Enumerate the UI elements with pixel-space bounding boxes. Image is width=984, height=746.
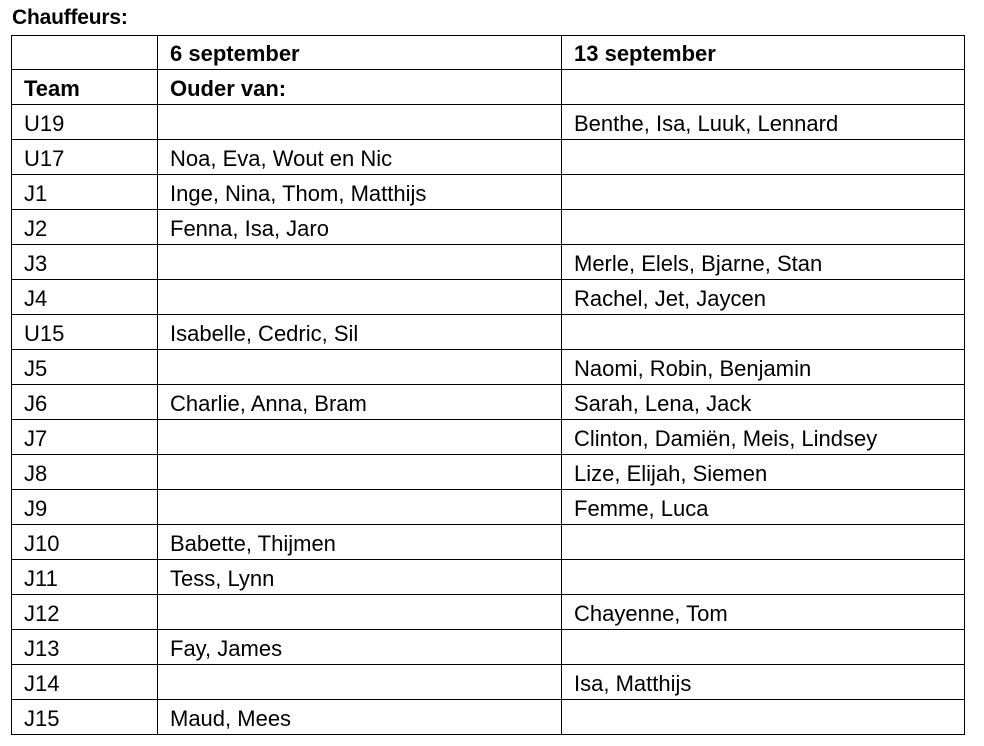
sep6-cell: Inge, Nina, Thom, Matthijs — [158, 175, 562, 210]
team-cell: U17 — [12, 140, 158, 175]
table-row — [12, 455, 965, 490]
sep6-cell — [158, 245, 562, 280]
sep13-cell — [562, 175, 965, 210]
sep13-cell — [562, 210, 965, 245]
header-row-labels — [12, 70, 965, 105]
sep6-cell: Tess, Lynn — [158, 560, 562, 595]
sep13-cell: Isa, Matthijs — [562, 665, 965, 700]
team-cell: J9 — [12, 490, 158, 525]
sep6-cell — [158, 350, 562, 385]
table-row — [12, 210, 965, 245]
team-cell: J12 — [12, 595, 158, 630]
table-row — [12, 385, 965, 420]
team-cell: U19 — [12, 105, 158, 140]
team-cell: J13 — [12, 630, 158, 665]
sep13-cell: Naomi, Robin, Benjamin — [562, 350, 965, 385]
table-body — [12, 36, 965, 735]
team-cell: J10 — [12, 525, 158, 560]
sep6-cell: Fay, James — [158, 630, 562, 665]
sep13-cell: Rachel, Jet, Jaycen — [562, 280, 965, 315]
sep6-cell: Isabelle, Cedric, Sil — [158, 315, 562, 350]
team-cell: J14 — [12, 665, 158, 700]
team-cell: U15 — [12, 315, 158, 350]
sep6-cell: Charlie, Anna, Bram — [158, 385, 562, 420]
table-row — [12, 595, 965, 630]
header-cell-empty — [12, 36, 158, 70]
sep13-cell: Benthe, Isa, Luuk, Lennard — [562, 105, 965, 140]
sep6-cell — [158, 280, 562, 315]
table-row — [12, 175, 965, 210]
table-row — [12, 315, 965, 350]
header-cell-team: Team — [12, 70, 158, 105]
table-row — [12, 105, 965, 140]
sep6-cell — [158, 420, 562, 455]
team-cell: J5 — [12, 350, 158, 385]
header-cell-sep13: 13 september — [562, 36, 965, 70]
sep13-cell — [562, 560, 965, 595]
team-cell: J15 — [12, 700, 158, 735]
page-title: Chauffeurs: — [12, 6, 128, 29]
table-row — [12, 350, 965, 385]
table-row — [12, 490, 965, 525]
sep13-cell: Sarah, Lena, Jack — [562, 385, 965, 420]
team-cell: J3 — [12, 245, 158, 280]
drivers-table — [11, 35, 965, 735]
table-row — [12, 420, 965, 455]
team-cell: J7 — [12, 420, 158, 455]
table-row — [12, 665, 965, 700]
sep6-cell: Fenna, Isa, Jaro — [158, 210, 562, 245]
table-row — [12, 245, 965, 280]
sep6-cell — [158, 455, 562, 490]
team-cell: J2 — [12, 210, 158, 245]
sep13-cell — [562, 700, 965, 735]
table-row — [12, 280, 965, 315]
sep13-cell: Femme, Luca — [562, 490, 965, 525]
table-row — [12, 630, 965, 665]
sep13-cell: Lize, Elijah, Siemen — [562, 455, 965, 490]
header-cell-blank — [562, 70, 965, 105]
sep6-cell — [158, 665, 562, 700]
sep13-cell: Clinton, Damiën, Meis, Lindsey — [562, 420, 965, 455]
team-cell: J11 — [12, 560, 158, 595]
sep6-cell — [158, 490, 562, 525]
sep6-cell: Noa, Eva, Wout en Nic — [158, 140, 562, 175]
team-cell: J8 — [12, 455, 158, 490]
sep13-cell: Merle, Elels, Bjarne, Stan — [562, 245, 965, 280]
team-cell: J1 — [12, 175, 158, 210]
header-row-dates — [12, 36, 965, 70]
table-row — [12, 140, 965, 175]
sep6-cell — [158, 595, 562, 630]
team-cell: J4 — [12, 280, 158, 315]
header-cell-sep6: 6 september — [158, 36, 562, 70]
sep13-cell — [562, 630, 965, 665]
table-row — [12, 700, 965, 735]
sep6-cell — [158, 105, 562, 140]
sep6-cell: Babette, Thijmen — [158, 525, 562, 560]
sep6-cell: Maud, Mees — [158, 700, 562, 735]
table-row — [12, 525, 965, 560]
sep13-cell — [562, 315, 965, 350]
sep13-cell — [562, 140, 965, 175]
header-cell-parent-of: Ouder van: — [158, 70, 562, 105]
table-row — [12, 560, 965, 595]
sep13-cell: Chayenne, Tom — [562, 595, 965, 630]
team-cell: J6 — [12, 385, 158, 420]
sep13-cell — [562, 525, 965, 560]
